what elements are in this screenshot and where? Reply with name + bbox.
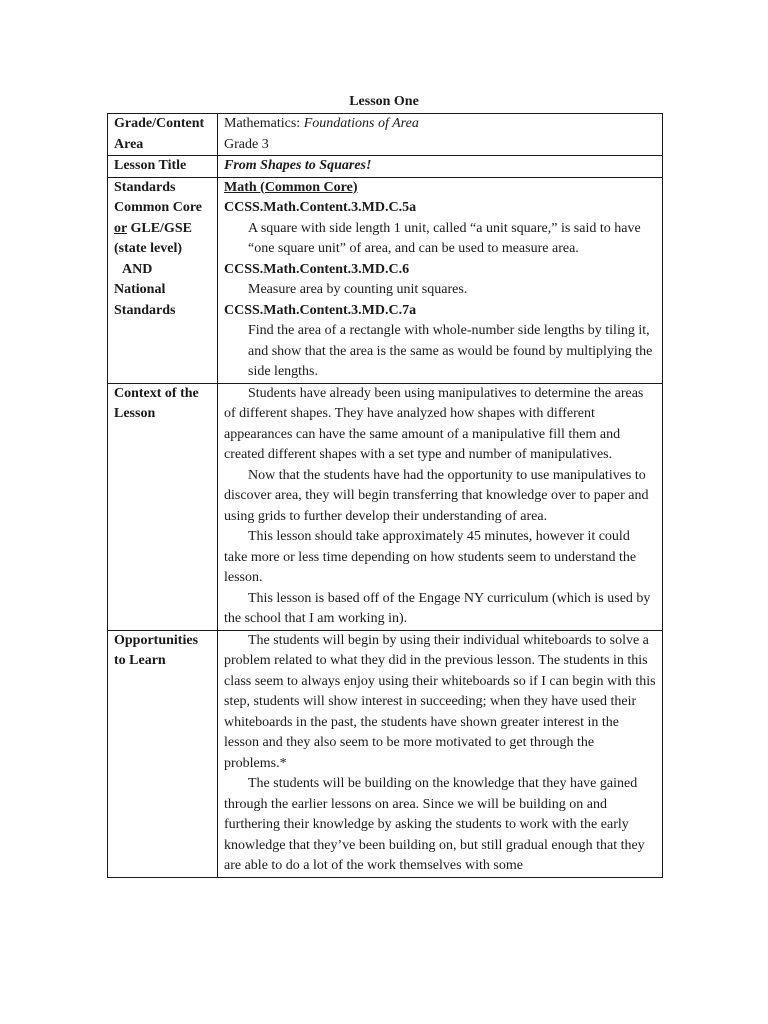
grade-label-line-1: Grade/Content	[114, 116, 205, 131]
context-label	[108, 383, 218, 630]
standards-label-line: (state level)	[114, 241, 183, 256]
page-title: Lesson One	[349, 94, 419, 109]
standard-code: CCSS.Math.Content.3.MD.C.5a	[224, 200, 417, 215]
opportunities-label-line-1: Opportunities	[114, 632, 199, 648]
standards-label-gle: GLE/GSE	[130, 220, 192, 236]
opportunities-paragraph: The students will begin by using their individual whiteboards to solve a problem related to what they did in the previous lesson. The students in this class seem to always enjoy using their whiteboards so if I can begin with this step, students will show interest in succeeding; when they have used their whiteboards in the past, the students have shown greater interest in the lesson and they also seem to be more motivated to get through the problems.*	[224, 632, 656, 771]
grade-value: Grade 3	[224, 136, 269, 152]
context-label-line-2: Lesson	[114, 406, 156, 421]
opportunities-paragraph: The students will be building on the knowledge that they have gained through the earlier lessons on area. Since we will be building on and furthering their knowledge by asking the students to work with the early knowledge that they’ve been building on, but still gradual enough that they are able to do a lot of the work themselves with some	[224, 776, 645, 873]
standard-code: CCSS.Math.Content.3.MD.C.6	[224, 261, 410, 277]
opportunities-label	[108, 630, 218, 877]
standards-label-line: National	[114, 282, 166, 297]
context-label-line-1: Context of the	[114, 385, 199, 401]
table-row-grade	[108, 114, 663, 156]
table-row-lesson-title	[108, 156, 663, 178]
standards-label	[108, 177, 218, 383]
standard-text: A square with side length 1 unit, called “a unit square,” is said to have “one square unit” of area, and can be used to measure area.	[248, 220, 641, 256]
standards-label-line: Common Core	[114, 200, 203, 215]
subject-prefix: Mathematics:	[224, 116, 304, 131]
opportunities-content	[218, 630, 663, 877]
context-paragraph: Students have already been using manipulatives to determine the areas of different shapes. They have analyzed how shapes with different appearances can have the same amount of a manipulative fill them and created different shapes with a set type and number of manipulatives.	[224, 385, 644, 462]
grade-label	[108, 114, 218, 156]
standards-label-line	[114, 219, 211, 240]
opportunities-label-line-2: to Learn	[114, 653, 166, 668]
subject-line	[224, 114, 656, 135]
grade-content	[218, 114, 663, 156]
standard-code: CCSS.Math.Content.3.MD.C.7a	[224, 302, 417, 318]
lesson-table	[107, 113, 663, 878]
subject-title: Foundations of Area	[303, 116, 419, 131]
lesson-title-label: Lesson Title	[108, 156, 218, 178]
standards-label-line: Standards	[114, 302, 176, 318]
context-content	[218, 383, 663, 630]
standard-text: Measure area by counting unit squares.	[248, 282, 468, 297]
table-row-context	[108, 383, 663, 630]
lesson-title-value: From Shapes to Squares!	[218, 156, 663, 178]
grade-label-line-2: Area	[114, 136, 144, 152]
table-row-opportunities	[108, 630, 663, 877]
standards-label-line: Standards	[114, 179, 176, 195]
standards-heading: Math (Common Core)	[224, 179, 358, 195]
standards-content	[218, 177, 663, 383]
standard-text: Find the area of a rectangle with whole-number side lengths by tiling it, and show that the area is the same as would be found by multiplying the side lengths.	[248, 323, 653, 379]
context-paragraph: Now that the students have had the opportunity to use manipulatives to discover area, they will begin transferring that knowledge over to paper and using grids to further develop their understanding of area.	[224, 467, 649, 524]
table-row-standards	[108, 177, 663, 383]
context-paragraph: This lesson should take approximately 45 minutes, however it could take more or less time depending on how students seem to understand the lesson.	[224, 529, 637, 585]
context-paragraph: This lesson is based off of the Engage NY curriculum (which is used by the school that I am working in).	[224, 590, 651, 626]
standards-label-or: or	[114, 220, 127, 236]
standards-label-line: AND	[122, 261, 153, 277]
